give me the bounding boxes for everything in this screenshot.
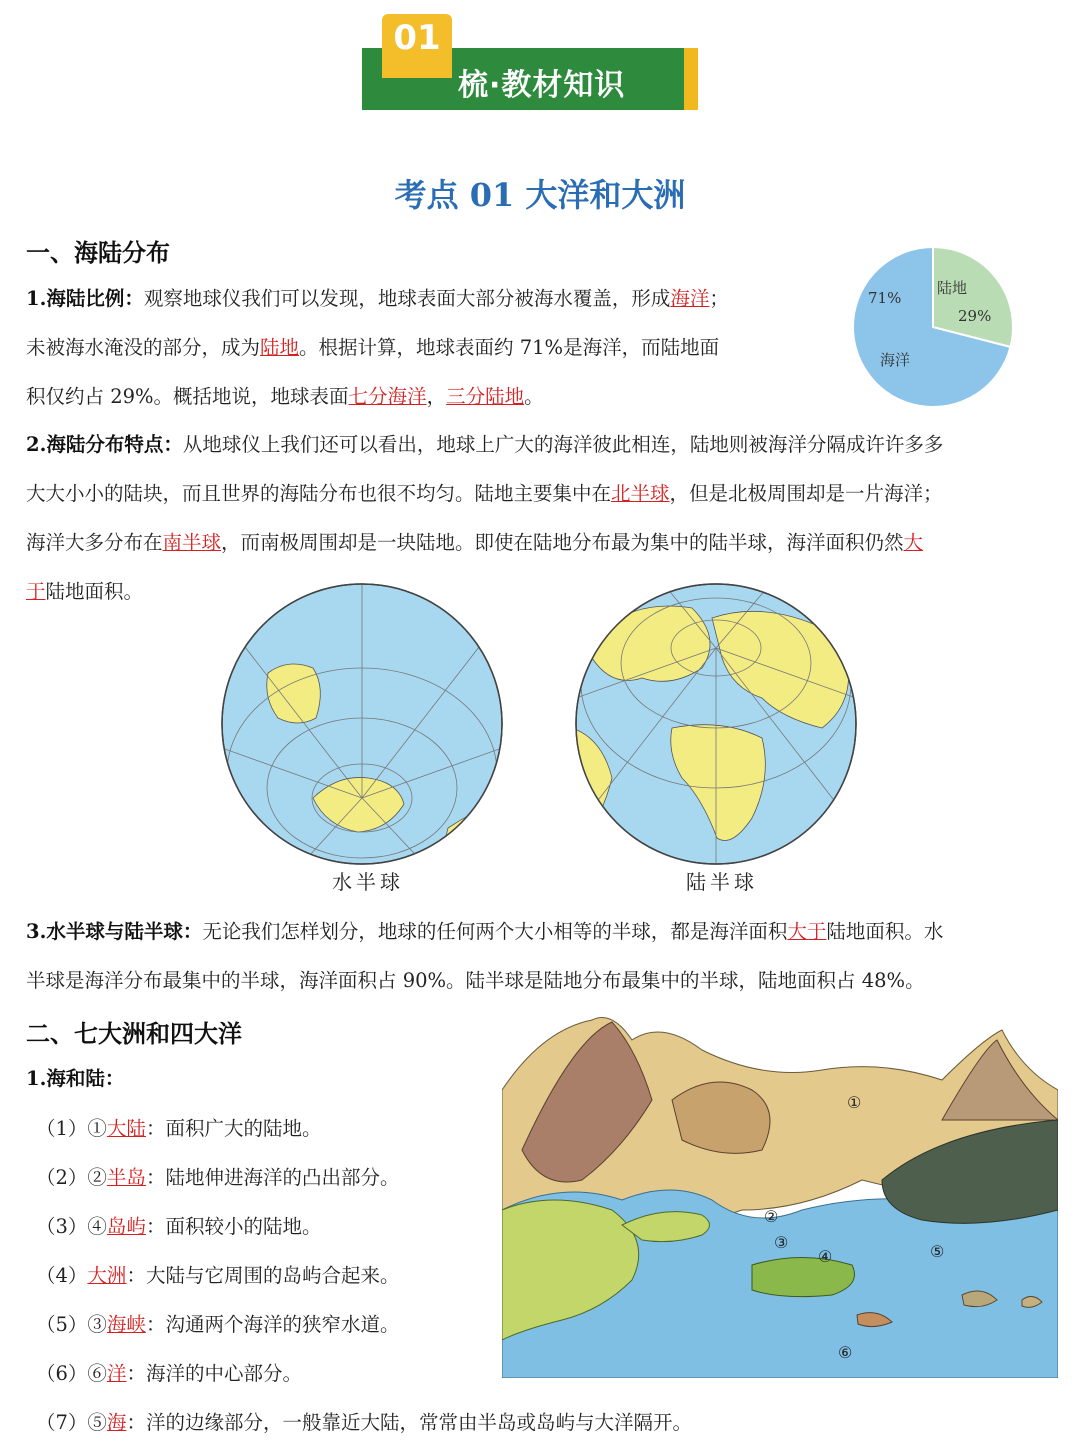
section1-heading: 一、海陆分布 (26, 238, 170, 267)
p1-text: ； (709, 287, 729, 310)
landscape-marker: ② (764, 1207, 779, 1226)
landscape-marker: ⑤ (930, 1242, 945, 1261)
p1-text: 积仅约占 29%。概括地说，地球表面 (26, 385, 349, 408)
answer-seven-ocean: 七分海洋 (348, 385, 427, 408)
p2-text: 从地球仪上我们还可以看出，地球上广大的海洋彼此相连，陆地则被海洋分隔成许许多多 (182, 433, 944, 456)
answer-greater-2: 于 (26, 580, 46, 603)
section-banner (362, 14, 698, 110)
p2-text: ，而南极周围却是一块陆地。即使在陆地分布最为集中的陆半球，海洋面积仍然 (221, 531, 904, 554)
banner-number: 01 (393, 18, 441, 58)
land-hemisphere-caption: 陆半球 (686, 870, 758, 894)
paragraph-distribution (26, 420, 1056, 616)
p1-line2 (26, 323, 826, 372)
p1-text: 。根据计算，地球表面约 71%是海洋，而陆地面 (299, 336, 720, 359)
term-index: （6）⑥ (36, 1362, 107, 1385)
p2-line1 (26, 420, 1056, 469)
pie-label-ocean-pct: 71% (868, 289, 902, 307)
paragraph-land-sea-ratio (26, 274, 826, 421)
section2-heading: 二、七大洲和四大洋 (26, 1019, 242, 1048)
land-hemisphere-globe (572, 578, 862, 870)
term-answer: 半岛 (106, 1166, 146, 1189)
term-answer: 海峡 (106, 1313, 146, 1336)
p3-text: 半球是海洋分布最集中的半球，海洋面积占 90%。陆半球是陆地分布最集中的半球，陆地面积占 48%。 (26, 969, 925, 992)
paragraph-hemispheres (26, 907, 1056, 1005)
p1-text: 。 (524, 385, 544, 408)
p2-text: 海洋大多分布在 (26, 531, 163, 554)
term-description: ：洋的边缘部分，一般靠近大陆，常常由半岛或岛屿与大洋隔开。 (126, 1411, 692, 1434)
term-index: （7）⑤ (36, 1411, 107, 1434)
p3-text: 陆地面积。水 (826, 920, 944, 943)
pie-label-land-pct: 29% (958, 307, 992, 325)
p2-line4 (26, 567, 1056, 616)
term-answer: 海 (106, 1411, 127, 1434)
answer-northern: 北半球 (611, 482, 670, 505)
p3-lead: 3.水半球与陆半球： (26, 920, 203, 943)
page-title: 考点 01 大洋和大洲 (394, 176, 686, 214)
banner-accent (684, 48, 698, 110)
p1-text: 观察地球仪我们可以发现，地球表面大部分被海水覆盖，形成 (143, 287, 671, 310)
section2-subheading: 1.海和陆： (26, 1067, 125, 1090)
answer-greater-than: 大于 (787, 920, 827, 943)
term-list-item (36, 1162, 399, 1190)
term-description: ：海洋的中心部分。 (126, 1362, 302, 1385)
p2-lead: 2.海陆分布特点： (26, 433, 183, 456)
landscape-marker: ⑥ (838, 1343, 853, 1362)
water-hemisphere-globe (218, 578, 508, 870)
answer-southern: 南半球 (162, 531, 222, 554)
term-list-item (36, 1358, 302, 1386)
answer-ocean: 海洋 (670, 287, 710, 310)
land-sea-pie-chart (838, 244, 1028, 410)
pie-label-land: 陆地 (937, 279, 968, 297)
banner-title: 梳·教材知识 (458, 68, 626, 103)
landscape-marker: ① (847, 1093, 862, 1112)
term-answer: 大洲 (87, 1264, 127, 1287)
sea-land-landscape-illustration (502, 1010, 1058, 1378)
term-list-item (36, 1211, 321, 1239)
term-index: （1）① (36, 1117, 107, 1140)
p1-line1 (26, 274, 826, 323)
term-description: ：沟通两个海洋的狭窄水道。 (145, 1313, 400, 1336)
p2-line3 (26, 518, 1056, 567)
p2-text: ，但是北极周围却是一片海洋； (669, 482, 943, 505)
answer-land: 陆地 (260, 336, 300, 359)
term-description: ：大陆与它周围的岛屿合起来。 (126, 1264, 400, 1287)
term-list-item (36, 1407, 692, 1435)
answer-greater-1: 大 (903, 531, 924, 554)
p1-lead: 1.海陆比例： (26, 287, 144, 310)
p1-text: 未被海水淹没的部分，成为 (26, 336, 261, 359)
term-list-item (36, 1309, 399, 1337)
answer-three-land: 三分陆地 (446, 385, 525, 408)
term-answer: 岛屿 (106, 1215, 146, 1238)
pie-label-ocean: 海洋 (880, 351, 911, 369)
term-description: ：面积广大的陆地。 (145, 1117, 322, 1140)
term-answer: 洋 (106, 1362, 127, 1385)
term-index: （2）② (36, 1166, 107, 1189)
term-index: （3）④ (36, 1215, 107, 1238)
term-description: ：面积较小的陆地。 (145, 1215, 322, 1238)
term-index: （4） (36, 1264, 88, 1287)
term-answer: 大陆 (106, 1117, 146, 1140)
term-list-item (36, 1260, 399, 1288)
term-description: ：陆地伸进海洋的凸出部分。 (145, 1166, 400, 1189)
term-index: （5）③ (36, 1313, 107, 1336)
p3-line2 (26, 956, 1056, 1005)
p1-line3 (26, 372, 826, 421)
p2-line2 (26, 469, 1056, 518)
landscape-marker: ③ (774, 1233, 789, 1252)
p3-text: 无论我们怎样划分，地球的任何两个大小相等的半球，都是海洋面积 (202, 920, 788, 943)
water-hemisphere-caption: 水半球 (332, 870, 404, 894)
landscape-marker: ④ (818, 1247, 833, 1266)
p2-text: 陆地面积。 (45, 580, 144, 603)
p1-text: ， (426, 385, 447, 408)
p2-text: 大大小小的陆块，而且世界的海陆分布也很不均匀。陆地主要集中在 (26, 482, 612, 505)
term-list-item (36, 1113, 321, 1141)
p3-line1 (26, 907, 1056, 956)
